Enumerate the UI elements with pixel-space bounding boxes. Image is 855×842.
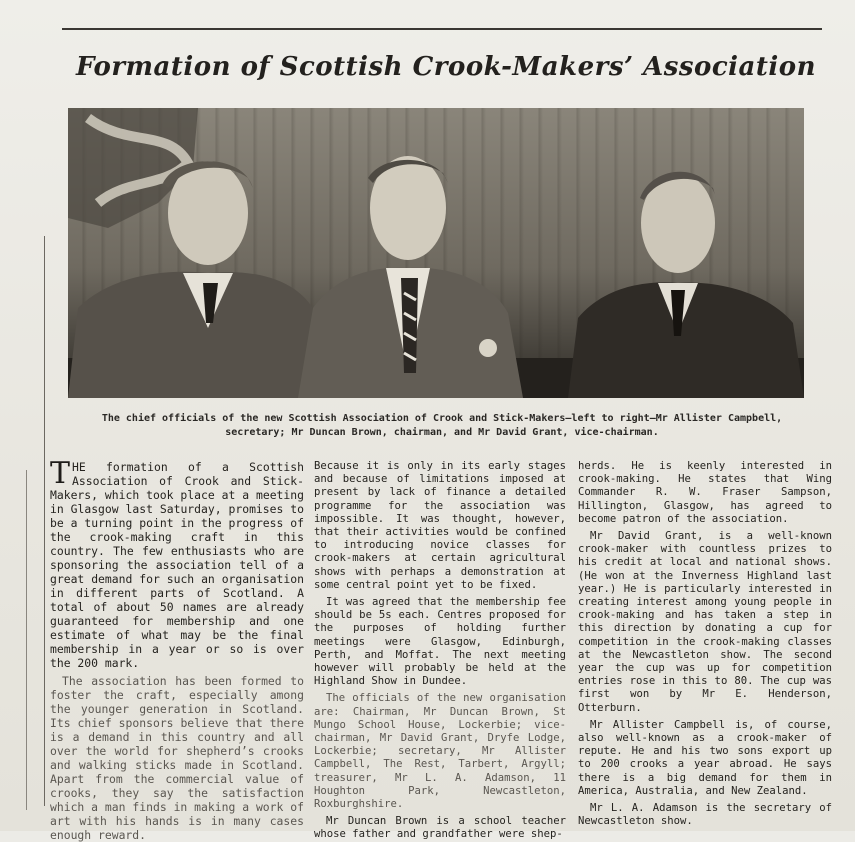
article-column-3 xyxy=(578,460,832,828)
article-paragraph: The association has been formed to foster the craft, especially among the younger generation in Scotland. Its chief sponsors believe that there is a demand in this country and all over the world for shepherd’s crooks and walking sticks made in Scotland. Apart from the commercial value of crooks, they say the satisfaction which a man finds in making a work of art with his hands is in many cases enough reward. xyxy=(50,674,304,842)
photo-illustration xyxy=(68,108,804,398)
article-paragraph: herds. He is keenly interested in crook-making. He states that Wing Commander R. W. Fraser Sampson, Hillington, Glasgow, has agreed to become patron of the association. xyxy=(578,460,832,525)
officials-photo xyxy=(68,108,804,398)
article-paragraph: THE formation of a Scottish Association of Crook and Stick-Makers, which took place at a meeting in Glasgow last Saturday, promises to be a turning point in the progress of the crook-making craft in this country. The few enthusiasts who are sponsoring the association tell of a great demand for such an organisation in different parts of Scotland. A total of about 50 names are already guaranteed for membership and one estimate of what may be the final membership in a year or so is over the 200 mark. xyxy=(50,456,304,670)
article-paragraph: Mr L. A. Adamson is the secretary of Newcastleton show. xyxy=(578,802,832,828)
article-paragraph: Mr Allister Campbell is, of course, also well-known as a crook-maker of repute. He and his two sons export up to 200 crooks a year abroad. He says there is a big demand for them in America, Australia, and New Zealand. xyxy=(578,718,832,797)
column-rule xyxy=(44,236,45,806)
drop-cap: T xyxy=(50,456,71,491)
article-paragraph: The officials of the new organisation are: Chairman, Mr Duncan Brown, St Mungo School House, Lockerbie; vice-chairman, Mr David Grant, Dryfe Lodge, Lockerbie; secretary, Mr Allister Campbell, The Rest, Tarbert, Argyll; treasurer, Mr L. A. Adamson, 11 Houghton Park, Newcastleton, Roxburghshire. xyxy=(314,692,566,811)
headline: Formation of Scottish Crook-Makers’ Association xyxy=(75,52,817,82)
article-column-1 xyxy=(50,456,304,842)
article-paragraph: Mr Duncan Brown is a school teacher whose father and grandfather were shep- xyxy=(314,815,566,841)
article-column-2 xyxy=(314,460,566,841)
article-paragraph: Because it is only in its early stages and because of limitations imposed at present by lack of finance a detailed programme for the association was impossible. It was thought, however, that their activities would be confined to introducing novice classes for crook-makers at certain agricultural shows with perhaps a demonstration at some central point yet to be fixed. xyxy=(314,460,566,591)
article-paragraph: It was agreed that the membership fee should be 5s each. Centres proposed for the purposes of holding further meetings were Glasgow, Edinburgh, Perth, and Moffat. The next meeting however will probably be held at the Highland Show in Dundee. xyxy=(314,596,566,688)
article-paragraph: Mr David Grant, is a well-known crook-maker with countless prizes to his credit at local and national shows. (He won at the Inverness Highland last year.) He is particularly interested in creating interest among young people in crook-making and has taken a step in this direction by donating a cup for competition in the crook-making classes at the Newcastleton show. The second year the cup was up for competition entries rose in this to 80. The cup was first won by Mr E. Henderson, Otterburn. xyxy=(578,530,832,714)
photo-caption: The chief officials of the new Scottish Association of Crook and Stick-Makers—left to right—Mr Allister Campbell, secretary; Mr Duncan Brown, chairman, and Mr David Grant, vice-chairman. xyxy=(101,413,783,438)
margin-rule xyxy=(26,470,27,810)
top-rule xyxy=(62,28,822,30)
